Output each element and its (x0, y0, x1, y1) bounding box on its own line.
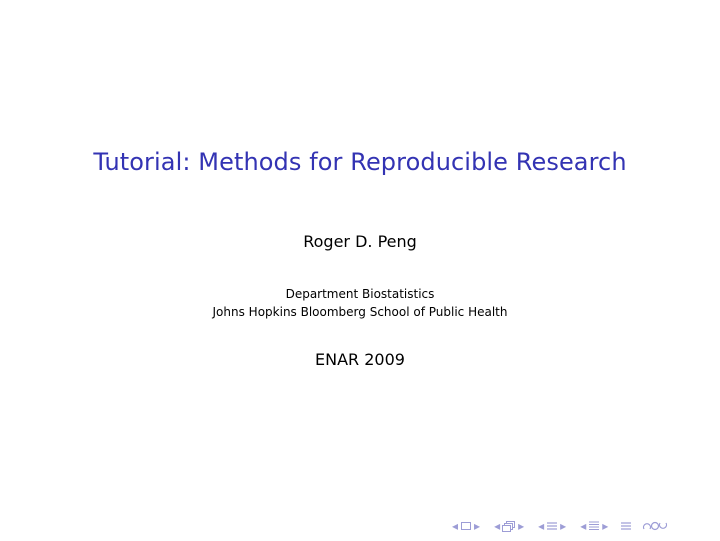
subsection-nav (492, 520, 526, 532)
next-frame-arrow-icon[interactable]: ▸ (474, 519, 481, 533)
presentation-nav-icon[interactable] (588, 520, 600, 532)
institute-department: Department Biostatistics (285, 287, 435, 301)
slide-title: Tutorial: Methods for Reproducible Research (93, 148, 627, 176)
beamer-navigation-bar (450, 517, 678, 535)
search-nav (642, 520, 668, 532)
next-section-arrow-icon[interactable]: ▸ (560, 519, 567, 533)
institute (0, 285, 720, 321)
subsection-nav-icon[interactable] (502, 520, 516, 532)
section-nav (536, 520, 568, 532)
appendix-nav (620, 520, 632, 532)
presentation-date: ENAR 2009 (315, 350, 405, 369)
frame-nav (450, 520, 482, 532)
presentation-nav (578, 520, 610, 532)
prev-subsection-arrow-icon[interactable]: ◂ (494, 519, 501, 533)
prev-section-arrow-icon[interactable]: ◂ (538, 519, 545, 533)
section-nav-icon[interactable] (546, 520, 558, 532)
frame-nav-icon[interactable] (460, 520, 472, 532)
next-subsection-arrow-icon[interactable]: ▸ (518, 519, 525, 533)
search-nav-icon[interactable] (642, 520, 668, 532)
prev-presentation-arrow-icon[interactable]: ◂ (580, 519, 587, 533)
author-name: Roger D. Peng (303, 232, 417, 251)
appendix-nav-icon[interactable] (620, 520, 632, 532)
prev-frame-arrow-icon[interactable]: ◂ (452, 519, 459, 533)
institute-school: Johns Hopkins Bloomberg School of Public Health (212, 305, 508, 319)
next-presentation-arrow-icon[interactable]: ▸ (602, 519, 609, 533)
